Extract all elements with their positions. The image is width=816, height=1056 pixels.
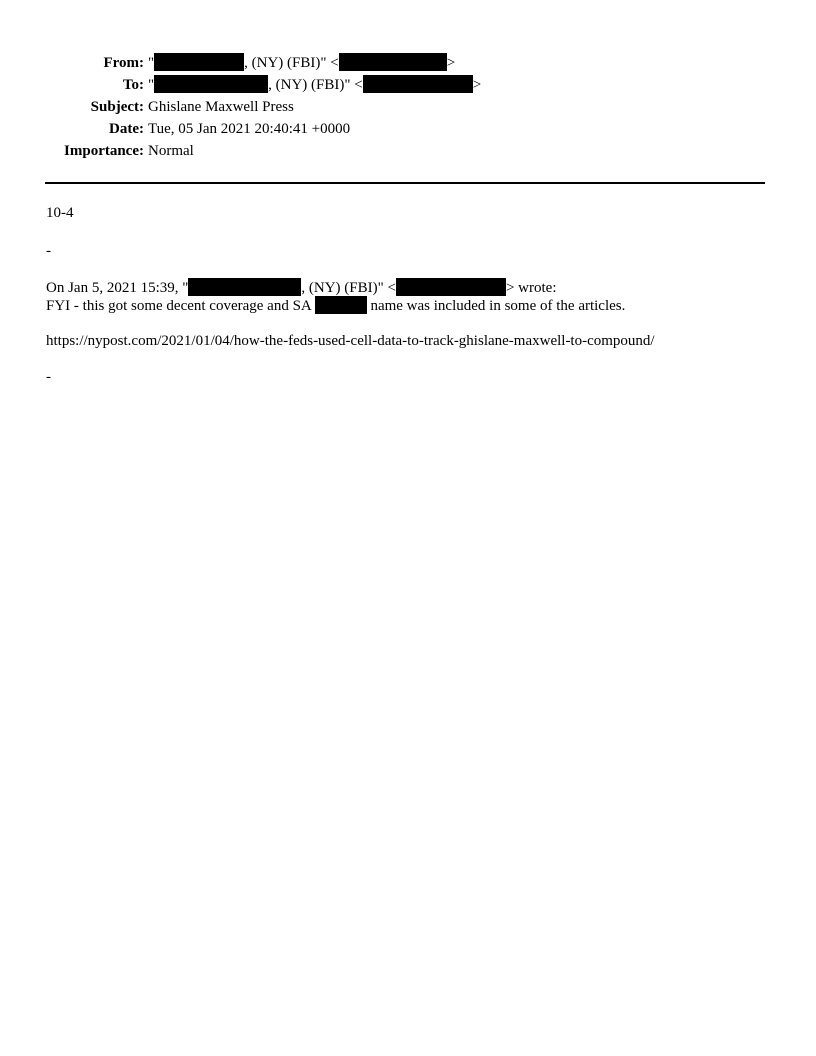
reply-text: 10-4 — [46, 205, 74, 221]
from-middle: , (NY) (FBI)" < — [244, 55, 339, 71]
importance-row — [0, 140, 816, 162]
quote-intro-end: > wrote: — [505, 280, 557, 296]
to-row — [0, 74, 816, 96]
importance-label: Importance: — [64, 143, 144, 159]
to-value — [148, 74, 481, 96]
from-row — [0, 52, 816, 74]
subject-row — [0, 96, 816, 118]
to-label: To: — [122, 77, 144, 93]
signature-dash: - — [46, 243, 51, 259]
redaction-block — [339, 53, 447, 71]
from-label: From: — [103, 55, 144, 71]
date-value: Tue, 05 Jan 2021 20:40:41 +0000 — [148, 121, 351, 137]
from-suffix: > — [446, 55, 456, 71]
subject-value: Ghislane Maxwell Press — [148, 99, 294, 115]
to-prefix: " — [148, 77, 155, 93]
to-suffix: > — [472, 77, 482, 93]
fyi-start: FYI - this got some decent coverage and SA — [46, 298, 315, 314]
redaction-block — [188, 278, 301, 296]
fyi-line — [46, 296, 625, 315]
quoted-signature-dash: - — [46, 369, 51, 385]
header-divider — [45, 182, 765, 184]
redaction-block — [154, 75, 268, 93]
from-prefix: " — [148, 55, 155, 71]
redaction-block — [363, 75, 473, 93]
article-link[interactable]: https://nypost.com/2021/01/04/how-the-feds-used-cell-data-to-track-ghislane-maxwell-to-compound/ — [46, 333, 655, 349]
redaction-block — [154, 53, 244, 71]
quote-intro-start: On Jan 5, 2021 15:39, " — [46, 280, 189, 296]
fyi-end: name was included in some of the articles. — [366, 298, 626, 314]
redaction-block — [396, 278, 506, 296]
subject-label: Subject: — [90, 99, 144, 115]
redaction-block — [315, 296, 367, 314]
date-label: Date: — [109, 121, 144, 137]
from-value — [148, 52, 455, 74]
date-row — [0, 118, 816, 140]
to-middle: , (NY) (FBI)" < — [268, 77, 363, 93]
importance-value: Normal — [148, 143, 194, 159]
email-header — [0, 52, 816, 162]
quote-intro — [46, 278, 556, 297]
quote-intro-middle: , (NY) (FBI)" < — [301, 280, 396, 296]
